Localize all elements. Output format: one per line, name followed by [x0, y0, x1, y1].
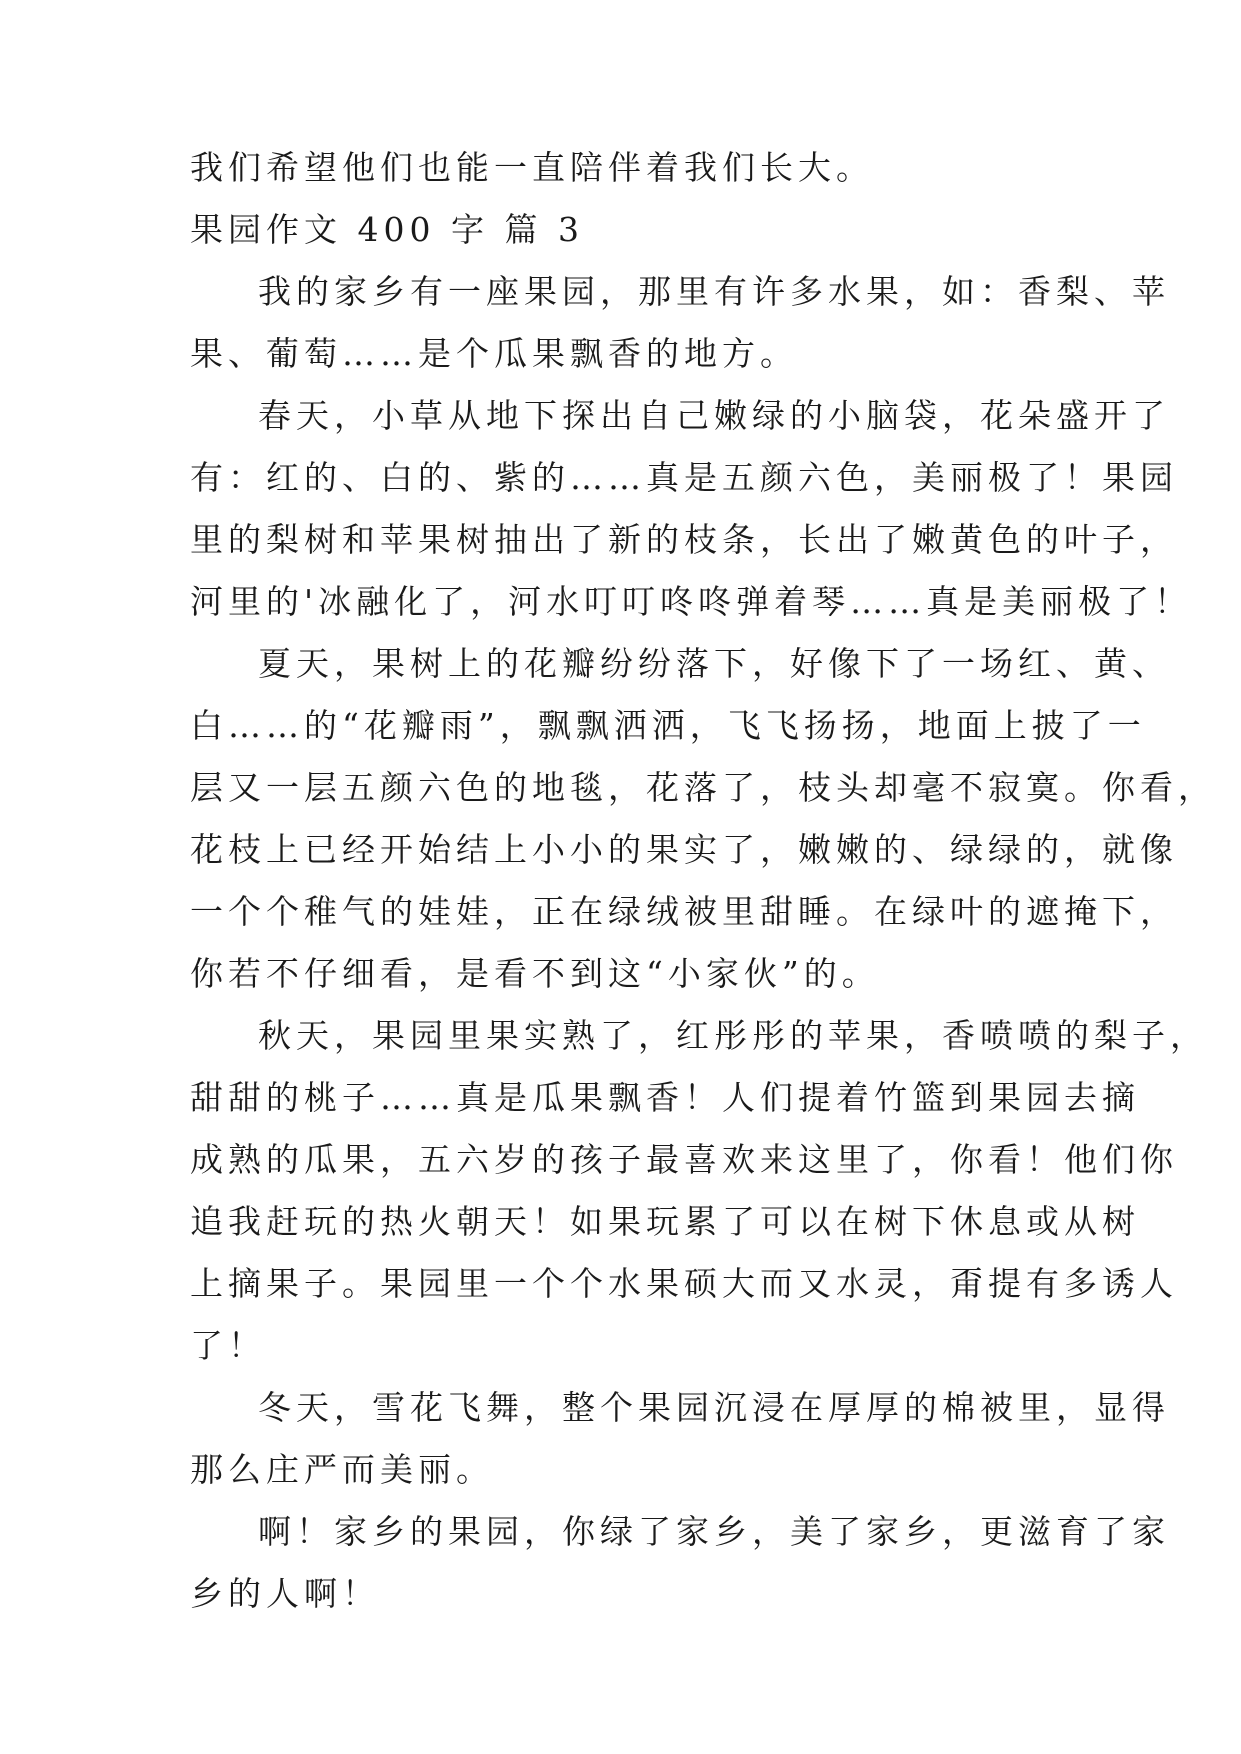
- text-line: 河里的'冰融化了，河水叮叮咚咚弹着琴……真是美丽极了！: [190, 582, 1193, 621]
- text-line: 乡的人啊！: [190, 1574, 380, 1613]
- text-line: 了！: [190, 1326, 266, 1365]
- text-line: 里的梨树和苹果树抽出了新的枝条，长出了嫩黄色的叶子，: [190, 520, 1178, 559]
- text-line: 甜甜的桃子……真是瓜果飘香！人们提着竹篮到果园去摘: [190, 1078, 1140, 1117]
- text-line: 有：红的、白的、紫的……真是五颜六色，美丽极了！果园: [190, 458, 1178, 497]
- text-line: 果、葡萄……是个瓜果飘香的地方。: [190, 334, 798, 373]
- text-line: 我的家乡有一座果园，那里有许多水果，如：香梨、苹: [258, 272, 1170, 311]
- section-heading: 果园作文 400 字 篇 3: [190, 210, 584, 249]
- text-line: 春天，小草从地下探出自己嫩绿的小脑袋，花朵盛开了: [258, 396, 1170, 435]
- text-line: 上摘果子。果园里一个个水果硕大而又水灵，甭提有多诱人: [190, 1264, 1178, 1303]
- text-line: 我们希望他们也能一直陪伴着我们长大。: [190, 148, 874, 187]
- text-line: 白……的“花瓣雨”，飘飘洒洒，飞飞扬扬，地面上披了一: [190, 706, 1146, 745]
- text-line: 那么庄严而美丽。: [190, 1450, 494, 1489]
- text-line: 追我赶玩的热火朝天！如果玩累了可以在树下休息或从树: [190, 1202, 1140, 1241]
- text-line: 冬天，雪花飞舞，整个果园沉浸在厚厚的棉被里，显得: [258, 1388, 1170, 1427]
- text-line: 你若不仔细看，是看不到这“小家伙”的。: [190, 954, 880, 993]
- text-line: 夏天，果树上的花瓣纷纷落下，好像下了一场红、黄、: [258, 644, 1170, 683]
- text-line: 花枝上已经开始结上小小的果实了，嫩嫩的、绿绿的，就像: [190, 830, 1178, 869]
- text-line: 一个个稚气的娃娃，正在绿绒被里甜睡。在绿叶的遮掩下，: [190, 892, 1178, 931]
- text-line: 啊！家乡的果园，你绿了家乡，美了家乡，更滋育了家: [258, 1512, 1170, 1551]
- text-line: 层又一层五颜六色的地毯，花落了，枝头却毫不寂寞。你看，: [190, 768, 1216, 807]
- text-line: 成熟的瓜果，五六岁的孩子最喜欢来这里了，你看！他们你: [190, 1140, 1178, 1179]
- text-line: 秋天，果园里果实熟了，红彤彤的苹果，香喷喷的梨子，: [258, 1016, 1208, 1055]
